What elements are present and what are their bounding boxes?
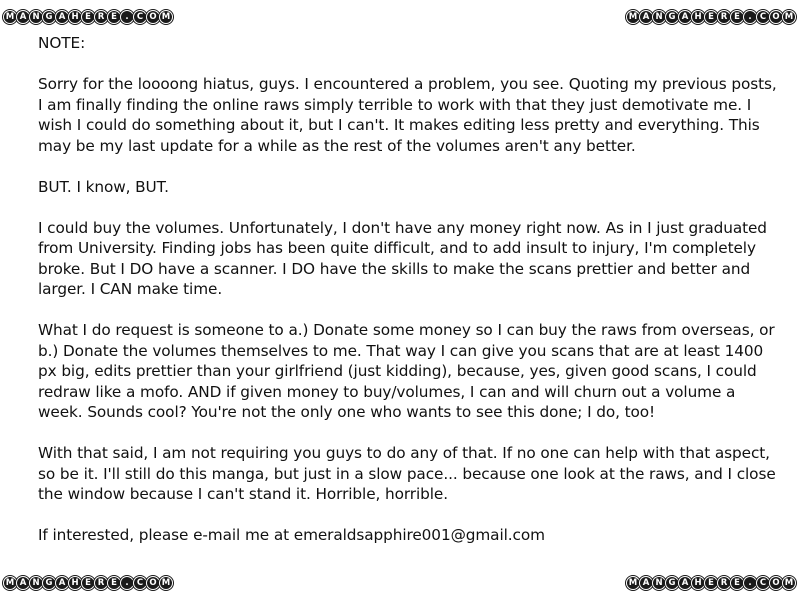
watermark-letter: M (5, 12, 15, 22)
note-heading: NOTE: (38, 34, 86, 52)
watermark-logo-bottom-left (4, 573, 173, 593)
watermark-letter: M (161, 12, 171, 22)
watermark-letter: A (679, 577, 691, 589)
watermark-letter: A (679, 11, 691, 23)
note-paragraph-buy-volumes: I could buy the volumes. Unfortunately, I don't have any money right now. As in I just graduated from University. Finding jobs has been quite difficult, and to add insult to injury, I'm completely broke. But I DO have a scanner. I DO have the skills to make the scans prettier and better and larger. I CAN make time. (38, 218, 767, 298)
watermark-letter: A (640, 577, 652, 589)
watermark-letter: G (43, 11, 55, 23)
watermark-letter: M (784, 578, 794, 588)
watermark-letter: H (69, 11, 81, 23)
watermark-letter: E (108, 11, 120, 23)
watermark-letter: H (692, 577, 704, 589)
watermark-logo-top-right (627, 7, 796, 27)
watermark-letter: E (731, 11, 743, 23)
watermark-letter: . (121, 577, 133, 589)
watermark-letter: R (718, 11, 730, 23)
watermark-logo-bottom-right (627, 573, 796, 593)
watermark-letter: C (757, 577, 769, 589)
watermark-letter: R (718, 577, 730, 589)
watermark-letter: C (757, 11, 769, 23)
watermark-letter: O (147, 11, 159, 23)
watermark-letter: G (43, 577, 55, 589)
watermark-letter: E (82, 11, 94, 23)
watermark-letter: G (666, 11, 678, 23)
watermark-letter: N (30, 577, 42, 589)
note-paragraph-but: BUT. I know, BUT. (38, 177, 169, 196)
watermark-letter: A (17, 11, 29, 23)
watermark-letter: M (5, 578, 15, 588)
note-paragraph-request: What I do request is someone to a.) Donate some money so I can buy the raws from overseas, or b.) Donate the volumes themselves to me. That way I can give you scans that are at least 1400 px big, edits prettier than your girlfriend (just kidding), because, yes, given good scans, I could redraw like a mofo. AND if given money to buy/volumes, I can and will churn out a volume a week. Sounds cool? You're not the only one who wants to see this done; I do, too! (38, 321, 775, 421)
watermark-letter: H (692, 11, 704, 23)
note-paragraph-contact: If interested, please e-mail me at emeraldsapphire001@gmail.com (38, 526, 545, 544)
watermark-letter: O (770, 577, 782, 589)
watermark-letter: E (705, 11, 717, 23)
watermark-letter: A (56, 577, 68, 589)
watermark-letter: R (95, 577, 107, 589)
watermark-letter: N (653, 577, 665, 589)
watermark-letter: O (147, 577, 159, 589)
watermark-letter: R (95, 11, 107, 23)
watermark-letter: N (30, 11, 42, 23)
watermark-logo-top-left (4, 7, 173, 27)
watermark-letter: E (108, 577, 120, 589)
watermark-letter: E (705, 577, 717, 589)
scanlator-note (38, 33, 778, 566)
watermark-letter: E (82, 577, 94, 589)
watermark-letter: M (161, 578, 171, 588)
watermark-letter: E (731, 577, 743, 589)
watermark-letter: . (744, 577, 756, 589)
watermark-letter: C (134, 11, 146, 23)
watermark-letter: G (666, 577, 678, 589)
note-paragraph-hiatus: Sorry for the loooong hiatus, guys. I encountered a problem, you see. Quoting my previous posts, I am finally finding the online raws simply terrible to work with that they just demotivate me. I wish I could do something about it, but I can't. It makes editing less pretty and everything. This may be my last update for a while as the rest of the volumes aren't any better. (38, 75, 777, 155)
watermark-letter: M (628, 12, 638, 22)
watermark-letter: . (121, 11, 133, 23)
watermark-letter: C (134, 577, 146, 589)
watermark-letter: M (628, 578, 638, 588)
watermark-letter: N (653, 11, 665, 23)
watermark-letter: A (56, 11, 68, 23)
watermark-letter: H (69, 577, 81, 589)
watermark-letter: . (744, 11, 756, 23)
watermark-letter: M (784, 12, 794, 22)
watermark-letter: A (17, 577, 29, 589)
watermark-letter: A (640, 11, 652, 23)
watermark-letter: O (770, 11, 782, 23)
note-paragraph-not-requiring: With that said, I am not requiring you guys to do any of that. If no one can help with that aspect, so be it. I'll still do this manga, but just in a slow pace... because one look at the raws, and I close the window because I can't stand it. Horrible, horrible. (38, 444, 776, 503)
